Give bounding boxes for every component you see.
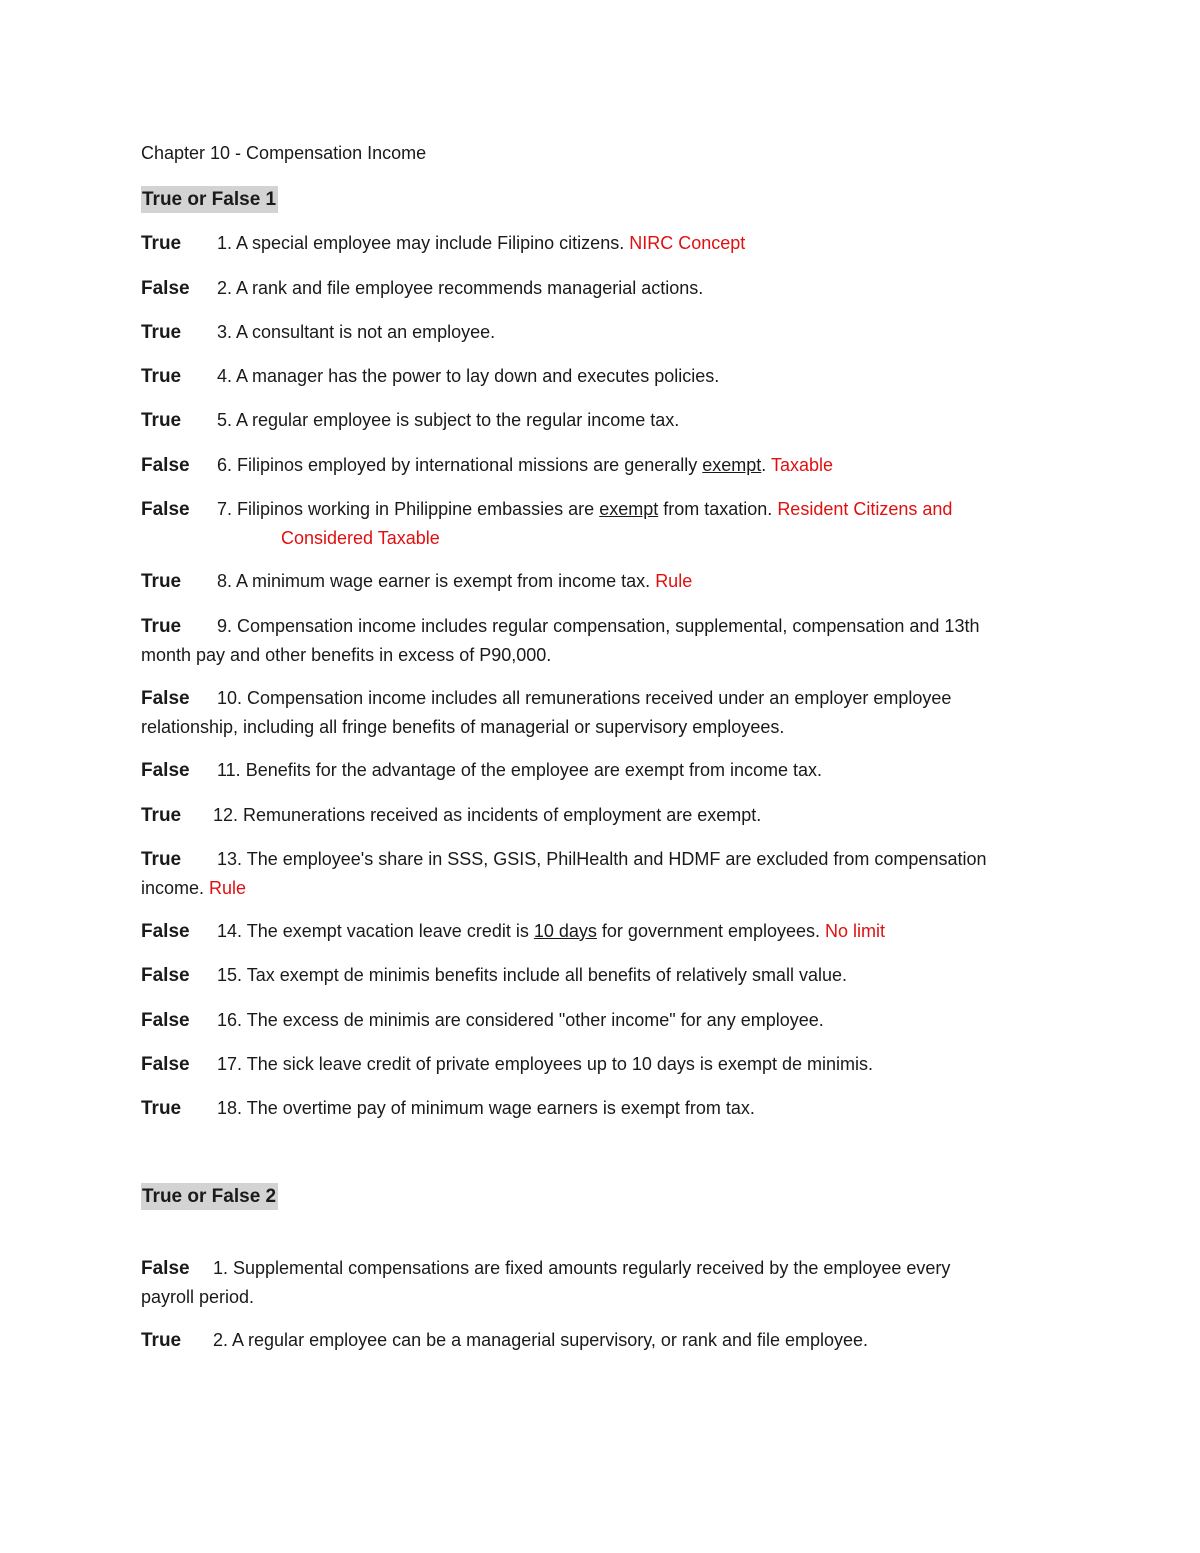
answer-verdict: True xyxy=(141,571,182,592)
item-text: 7. Filipinos working in Philippine embassies are xyxy=(217,499,595,519)
answer-verdict: True xyxy=(141,1098,182,1119)
answer-verdict: False xyxy=(141,499,190,520)
list-item xyxy=(141,274,1071,303)
item-text: 12. Remunerations received as incidents of employment are exempt. xyxy=(213,805,762,825)
answer-verdict: False xyxy=(141,760,190,781)
item-text: 15. Tax exempt de minimis benefits include all benefits of relatively small value. xyxy=(217,965,847,985)
underlined-term: 10 days xyxy=(533,921,597,941)
list-item xyxy=(141,451,1071,480)
answer-verdict: False xyxy=(141,1258,190,1279)
answer-note: Taxable xyxy=(771,455,834,475)
list-item xyxy=(141,229,1071,258)
answer-verdict: True xyxy=(141,1330,182,1351)
item-text: 2. A regular employee can be a managerial supervisory, or rank and file employee. xyxy=(213,1330,869,1350)
answer-verdict: False xyxy=(141,921,190,942)
answer-verdict: False xyxy=(141,278,190,299)
answer-verdict: True xyxy=(141,322,182,343)
item-text: 1. A special employee may include Filipino citizens. xyxy=(217,233,625,253)
list-item xyxy=(141,1094,1071,1123)
answer-verdict: False xyxy=(141,688,190,709)
list-item xyxy=(141,612,1071,669)
list-item xyxy=(141,684,1071,741)
item-text: 16. The excess de minimis are considered "other income" for any employee. xyxy=(217,1010,824,1030)
section-heading-2: True or False 2 xyxy=(141,1183,278,1210)
list-item xyxy=(141,495,1071,552)
document-title: Chapter 10 - Compensation Income xyxy=(141,143,427,163)
list-item xyxy=(141,845,1071,902)
answer-note: NIRC Concept xyxy=(629,233,746,253)
item-text-end: for government employees. xyxy=(601,921,821,941)
answer-note: Resident Citizens and xyxy=(777,499,953,519)
answer-verdict: False xyxy=(141,1010,190,1031)
list-item xyxy=(141,1326,1071,1355)
item-text: 10. Compensation income includes all remunerations received under an employer employee xyxy=(217,688,952,708)
list-item xyxy=(141,1254,1071,1311)
section-heading-1: True or False 1 xyxy=(141,186,278,213)
answer-verdict: True xyxy=(141,233,182,254)
item-text-continued: payroll period. xyxy=(141,1287,255,1307)
item-text: 2. A rank and file employee recommends managerial actions. xyxy=(217,278,704,298)
answer-note: Rule xyxy=(209,878,247,898)
answer-verdict: True xyxy=(141,616,182,637)
list-item xyxy=(141,917,1071,946)
item-text: 11. Benefits for the advantage of the employee are exempt from income tax. xyxy=(217,760,823,780)
answer-verdict: True xyxy=(141,410,182,431)
item-text-continued: relationship, including all fringe benefits of managerial or supervisory employees. xyxy=(141,717,785,737)
list-item xyxy=(141,1006,1071,1035)
list-item xyxy=(141,406,1071,435)
item-text-continued: income. xyxy=(141,878,205,898)
item-text-continued: month pay and other benefits in excess of P90,000. xyxy=(141,645,552,665)
answer-verdict: True xyxy=(141,805,182,826)
item-text: 9. Compensation income includes regular compensation, supplemental, compensation and 13th xyxy=(217,616,980,636)
item-text-end: . xyxy=(761,455,767,475)
item-text: 4. A manager has the power to lay down and executes policies. xyxy=(217,366,720,386)
answer-verdict: False xyxy=(141,455,190,476)
underlined-term: exempt xyxy=(702,455,762,475)
item-text: 3. A consultant is not an employee. xyxy=(217,322,496,342)
list-item xyxy=(141,1050,1071,1079)
answer-note-continued: Considered Taxable xyxy=(281,528,440,548)
answer-note: Rule xyxy=(655,571,693,591)
list-item xyxy=(141,961,1071,990)
item-text: 18. The overtime pay of minimum wage earners is exempt from tax. xyxy=(217,1098,755,1118)
list-item xyxy=(141,318,1071,347)
item-text: 1. Supplemental compensations are fixed amounts regularly received by the employee every xyxy=(213,1258,951,1278)
answer-verdict: True xyxy=(141,849,182,870)
item-text: 6. Filipinos employed by international missions are generally xyxy=(217,455,698,475)
item-text-end: from taxation. xyxy=(663,499,773,519)
list-item xyxy=(141,362,1071,391)
item-text: 13. The employee's share in SSS, GSIS, PhilHealth and HDMF are excluded from compensation xyxy=(217,849,987,869)
item-text: 8. A minimum wage earner is exempt from income tax. xyxy=(217,571,651,591)
answer-verdict: False xyxy=(141,965,190,986)
item-text: 5. A regular employee is subject to the regular income tax. xyxy=(217,410,680,430)
list-item xyxy=(141,756,1071,785)
underlined-term: exempt xyxy=(599,499,659,519)
item-text: 14. The exempt vacation leave credit is xyxy=(217,921,529,941)
answer-verdict: True xyxy=(141,366,182,387)
answer-verdict: False xyxy=(141,1054,190,1075)
list-item xyxy=(141,567,1071,596)
answer-note: No limit xyxy=(825,921,886,941)
item-text: 17. The sick leave credit of private employees up to 10 days is exempt de minimis. xyxy=(217,1054,873,1074)
list-item xyxy=(141,801,1071,830)
